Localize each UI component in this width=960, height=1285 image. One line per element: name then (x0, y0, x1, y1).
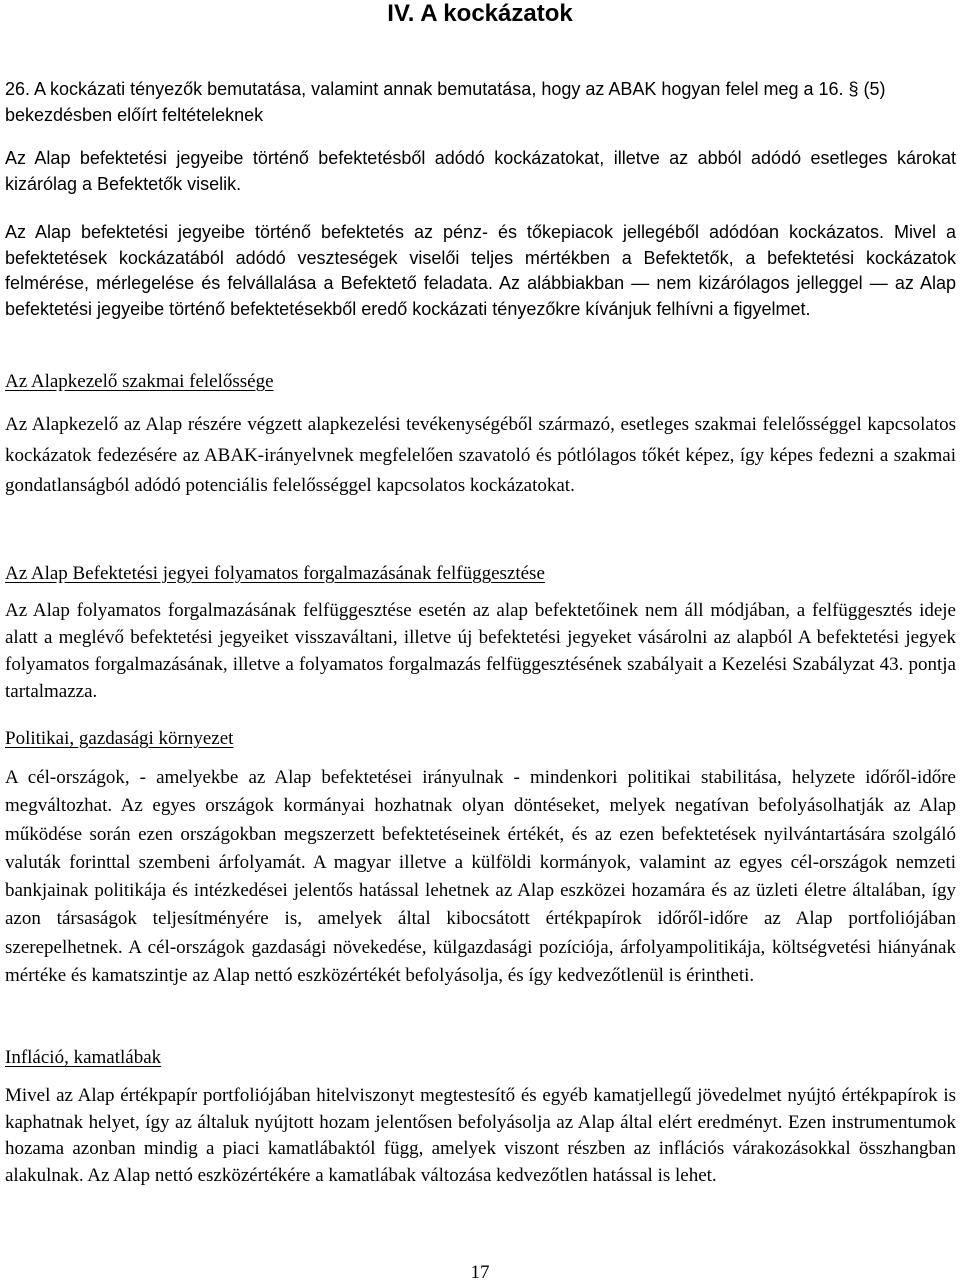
alapkezelo-heading: Az Alapkezelő szakmai felelőssége (5, 371, 274, 392)
section-26-heading: 26. A kockázati tényezők bemutatása, valamint annak bemutatása, hogy az ABAK hogyan felel meg a 16. § (5) bekezdésben előírt feltételeknek (5, 79, 886, 125)
inflacio-paragraph: Mivel az Alap értékpapír portfoliójában hitelviszonyt megtestesítő és egyéb kamatjellegű jövedelmet nyújtó értékpapírok is kaphatnak helyet, így az általuk nyújtott hozam jelentősen befolyásolja az Alap által elért eredményt. Ezen instrumentumok hozama azonban mindig a piaci kamatlábaktól függ, amelyek viszont részben az inflációs várakozásokkal összhangban alakulnak. Az Alap nettó eszközértékére a kamatlábak változása kedvezőtlen hatással is lehet. (5, 1085, 956, 1186)
felfuggesztes-heading: Az Alap Befektetési jegyei folyamatos forgalmazásának felfüggesztése (5, 563, 545, 584)
politikai-paragraph: A cél-országok, - amelyekbe az Alap befektetései irányulnak - mindenkori politikai stabilitása, helyzete időről-időre megváltozhat. Az egyes országok kormányai hozhatnak olyan döntéseket, melyek negatívan befolyásolhatják az Alap működése során ezen országokban megszerzett befektetéseinek értékét, és az ezen befektetések nyilvántartására szolgáló valuták forinttal szembeni árfolyamát. A magyar illetve a külföldi kormányok, valamint az egyes cél-országok nemzeti bankjainak politikája és intézkedései jelentős hatással lehetnek az Alap eszközei hozamára és az üzleti életre általában, így azon társaságok teljesítményére is, amelyek által kibocsátott értékpapírok időről-időre az Alap portfoliójában szerepelhetnek. A cél-országok gazdasági növekedése, külgazdasági pozíciója, árfolyampolitikája, költségvetési hiányának mértéke és kamatszintje az Alap nettó eszközértékét befolyásolja, és így kedvezőtlenül is érintheti. (5, 767, 956, 987)
felfuggesztes-paragraph: Az Alap folyamatos forgalmazásának felfüggesztése esetén az alap befektetőinek nem áll módjában, a felfüggesztés ideje alatt a meglévő befektetési jegyeiket visszaváltani, illetve új befektetési jegyeket vásárolni az alapból A befektetési jegyek folyamatos forgalmazásának, illetve a folyamatos forgalmazás felfüggesztésének szabályait a Kezelési Szabályzat 43. pontja tartalmazza. (5, 600, 956, 702)
alapkezelo-paragraph: Az Alapkezelő az Alap részére végzett alapkezelési tevékenységéből származó, esetleges szakmai felelősséggel kapcsolatos kockázatok fedezésére az ABAK-irányelvnek megfelelően szavatoló és pótlólagos tőkét képez, így képes fedezni a szakmai gondatlanságból adódó potenciális felelősséggel kapcsolatos kockázatokat. (5, 414, 956, 496)
politikai-heading: Politikai, gazdasági környezet (5, 728, 234, 749)
page-number: 17 (470, 1262, 490, 1283)
section-26-paragraph-2: Az Alap befektetési jegyeibe történő befektetés az pénz- és tőkepiacok jellegéből adódóan kockázatos. Mivel a befektetések kockázatából adódó veszteségek viselői teljes mértékben a Befektetők, a befektetési kockázatok felmérése, mérlegelése és felvállalása a Befektető feladata. Az alábbiakban — nem kizárólagos jelleggel — az Alap befektetési jegyeibe történő befektetésekből eredő kockázati tényezőkre kívánjuk felhívni a figyelmet. (5, 222, 956, 319)
chapter-title: IV. A kockázatok (387, 0, 573, 27)
inflacio-heading: Infláció, kamatlábak (5, 1047, 162, 1068)
section-26-paragraph-1: Az Alap befektetési jegyeibe történő befektetésből adódó kockázatokat, illetve az abból adódó esetleges károkat kizárólag a Befektetők viselik. (5, 148, 956, 194)
